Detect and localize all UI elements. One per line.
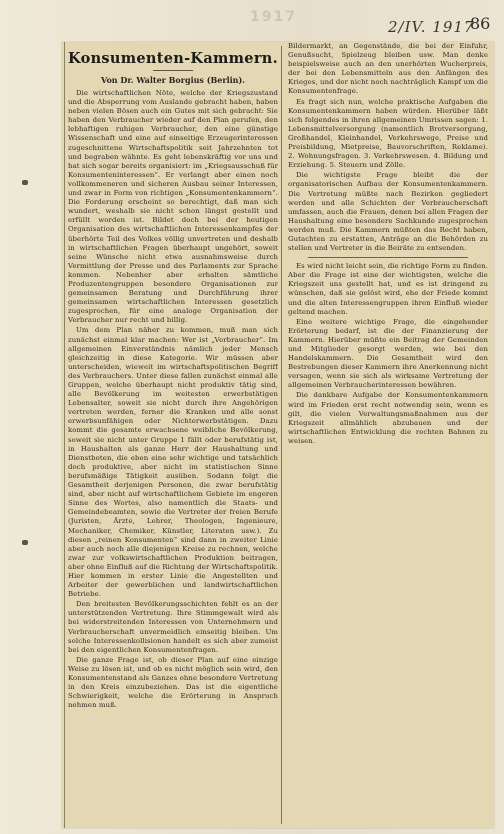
- clipping-edge: [64, 42, 65, 828]
- article-headline: Konsumenten-Kammern.: [68, 50, 278, 67]
- binder-hole: [22, 540, 28, 545]
- handwritten-date: 2/IV. 1917: [388, 18, 475, 36]
- article-paragraph: Eine weitere wichtige Frage, die eingehender Erörterung bedarf, ist die der Finanzierung der Kammern. Hierüber müßte ein Beitrag der Gemeinden und Mitglieder gesorgt werden, wie bei den Handelskammern. Die Gesamtheit wird den Bestrebungen dieser Kammern ihre Anerkennung nicht versagen, wenn sie sich als wirksame Vertretung der allgemeinen Verbraucherinteressen bewähren.: [288, 317, 488, 390]
- headline-divider: [153, 70, 193, 71]
- article-paragraph: Es fragt sich nun, welche praktische Aufgaben die Konsumentenkammern haben würden. Hierüber läßt sich folgendes in ihren allgemeinen Umrissen sagen: 1. Lebensmittelversorgung (namentlich Brotversorgung, Großhandel, Kleinhandel, Verkehrswege, Preise und Preisbildung, Mietpreise, Bauvorschriften, Reklame). 2. Wohnungsfragen. 3. Verkehrswesen. 4. Bildung und Erziehung. 5. Steuern und Zölle.: [288, 97, 488, 170]
- left-column: [68, 42, 278, 828]
- right-column: [288, 42, 488, 828]
- article-byline: Von Dr. Walter Borgius (Berlin).: [100, 75, 246, 85]
- faint-stamp: 1917: [250, 9, 297, 25]
- page-number: 86: [470, 14, 491, 33]
- article-paragraph: Die wirtschaftlichen Nöte, welche der Kriegszustand und die Absperrung vom Auslande gebracht haben, haben neben vielen Bösen auch ein Gutes mit sich gebracht: Sie haben den Verbraucher wieder auf den Plan gerufen, den lebhaftigen ruhigen Verbraucher, den eine günstige Wissenschaft und eine auf einseitige Erzeugerinteressen zugeschnittene Wirtschaftspolitik seit Jahrzehnten tot und begraben wähnte. Es geht lebenskräftig vor uns und hat sich sogar bereits organisiert: im „Kriegsausschuß für Konsumenteninteressen“. Er verlangt aber einen noch vollkommeneren und sicheren Ausbau seiner Interessen, und zwar in Form von richtigen „Konsumentenkammern“. Die Forderung erscheint so berechtigt, daß man sich wundert, weshalb sie nicht schon längst gestellt und erfüllt worden ist. Bildet doch bei der heutigen Organisation des wirtschaftlichen Interessenkampfes der überhörte Teil des Volkes völlig unvertreten und deshalb in wirtschaftlichen Fragen überhaupt ungehört, soweit seine Wünsche nicht etwa ausnahmsweise durch Vermittlung der Presse und des Parlaments zur Sprache kommen. Nebenher aber erhalten sämtliche Produzentengruppen besondere Organisationen zur gemeinsamen Beratung und Durchführung ihrer gemeinsamen wirtschaftlichen Interessen gesetzlich zugesprochen, für eine analoge Organisation der Verbraucher nur recht und billig.: [68, 89, 278, 325]
- column-rule: [281, 46, 282, 824]
- article-paragraph: Die dankbare Aufgabe der Konsumentenkammern wird im Frieden erst recht notwendig sein, wenn es gilt, die vielen Verwaltungsmaßnahmen aus der Kriegszeit allmählich abzubauen und der wirtschaftlichen Entwicklung die rechten Bahnen zu weisen.: [288, 391, 488, 445]
- article-paragraph: Bildermarkt, an Gegenstände, die bei der Einfuhr, Genußsucht, Spielzeug bleiben usw. Man denke beispielsweise auch an den unerhörten Wucherpreis, der bei den Lebensmitteln aus den Anfängen des Krieges, und der nicht noch nachträglich Kampf um die Konsumentenfrage.: [288, 42, 488, 96]
- binder-hole: [22, 180, 28, 185]
- article-paragraph: Es wird nicht leicht sein, die richtige Form zu finden. Aber die Frage ist eine der wichtigsten, welche die Kriegszeit uns gestellt hat, und es ist dringend zu wünschen, daß sie gelöst wird, ehe der Friede kommt und die alten Interessengruppen ihren Einfluß wieder geltend machen.: [288, 262, 488, 316]
- article-paragraph: Den breitesten Bevölkerungsschichten fehlt es an der unterstützenden Vertretung. Ihre Stimmgewalt wird als bei widerstreitenden Interessen von Unternehmern und Verbraucherschaft unvermeidlich einseitig bleiben. Um solche Interessenkollisionen handelt es sich aber zumeist bei den eigentlichen Konsumentenfragen.: [68, 600, 278, 654]
- newspaper-clipping: [62, 42, 494, 828]
- article-paragraph: Die ganze Frage ist, ob dieser Plan auf eine einzige Weise zu lösen ist, und ob es nicht möglich sein wird, den Konsumentenstand als Ganzes ohne besondere Vertretung in den Kreis einzubeziehen. Das ist die eigentliche Schwierigkeit, welche die Erörterung in Anspruch nehmen muß.: [68, 655, 278, 710]
- article-paragraph: Um dem Plan näher zu kommen, muß man sich zunächst einmal klar machen: Wer ist „Verbraucher“. Im allgemeinen Einverständnis nämlich jeder Mensch gleichzeitig in diese Kategorie. Wir müssen aber unterscheiden, wieweit im wirtschaftspolitischen Begriff des Verbrauchers. Unter diese fallen zunächst einmal alle Gruppen, welche überhaupt nicht produktiv tätig sind, alle Bevölkerung im weitesten erwerbstätigen Lebensalter, soweit sie nicht durch ihre Angehörigen vertreten werden, ferner die Kranken und alle sonst erwerbsunfähigen oder Nichterwerbstätigen. Dazu kommt die gesamte erwachsene weibliche Bevölkerung, soweit sie nicht unter Gruppe 1 fällt oder berufstätig ist, in Haushalten als ganze Herr der Haushaltung und Dienstboten, die eben eine sehr wichtige und tatsächlich doch produktive, aber nicht im statistischen Sinne berufsmäßige Tätigkeit ausüben. Sodann folgt die Gesamtheit derjenigen Personen, die zwar berufstätig sind, aber nicht auf wirtschaftlichem Gebiete im engeren Sinne des Wortes, also namentlich die Staats- und Gemeindebeamten, sowie die Vertreter der freien Berufe (Juristen, Ärzte, Lehrer, Theologen, Ingenieure, Mechaniker, Chemiker, Künstler, Literaten usw.). Zu diesen „reinen Konsumenten“ sind dann in zweiter Linie aber auch noch alle diejenigen Kreise zu rechnen, welche zwar zur volkswirtschaftlichen Produktion beitragen, aber ohne Einfluß auf die Richtung der Wirtschaftspolitik. Hier kommen in erster Linie die Angestellten und Arbeiter der gewerblichen und landwirtschaftlichen Betriebe.: [68, 326, 278, 599]
- article-paragraph: Die wichtigste Frage bleibt die der organisatorischen Aufbau der Konsumentenkammern. Die Vertretung müßte nach Bezirken gegliedert werden und alle Schichten der Verbraucherschaft umfassen, auch die Frauen, denen bei allen Fragen der Haushaltung eine besondere Sachkunde zugesprochen werden muß. Die Kammern müßten das Recht haben, Gutachten zu erstatten, Anträge an die Behörden zu stellen und Vertreter in die Beiräte zu entsenden.: [288, 171, 488, 253]
- section-divider: [308, 257, 468, 258]
